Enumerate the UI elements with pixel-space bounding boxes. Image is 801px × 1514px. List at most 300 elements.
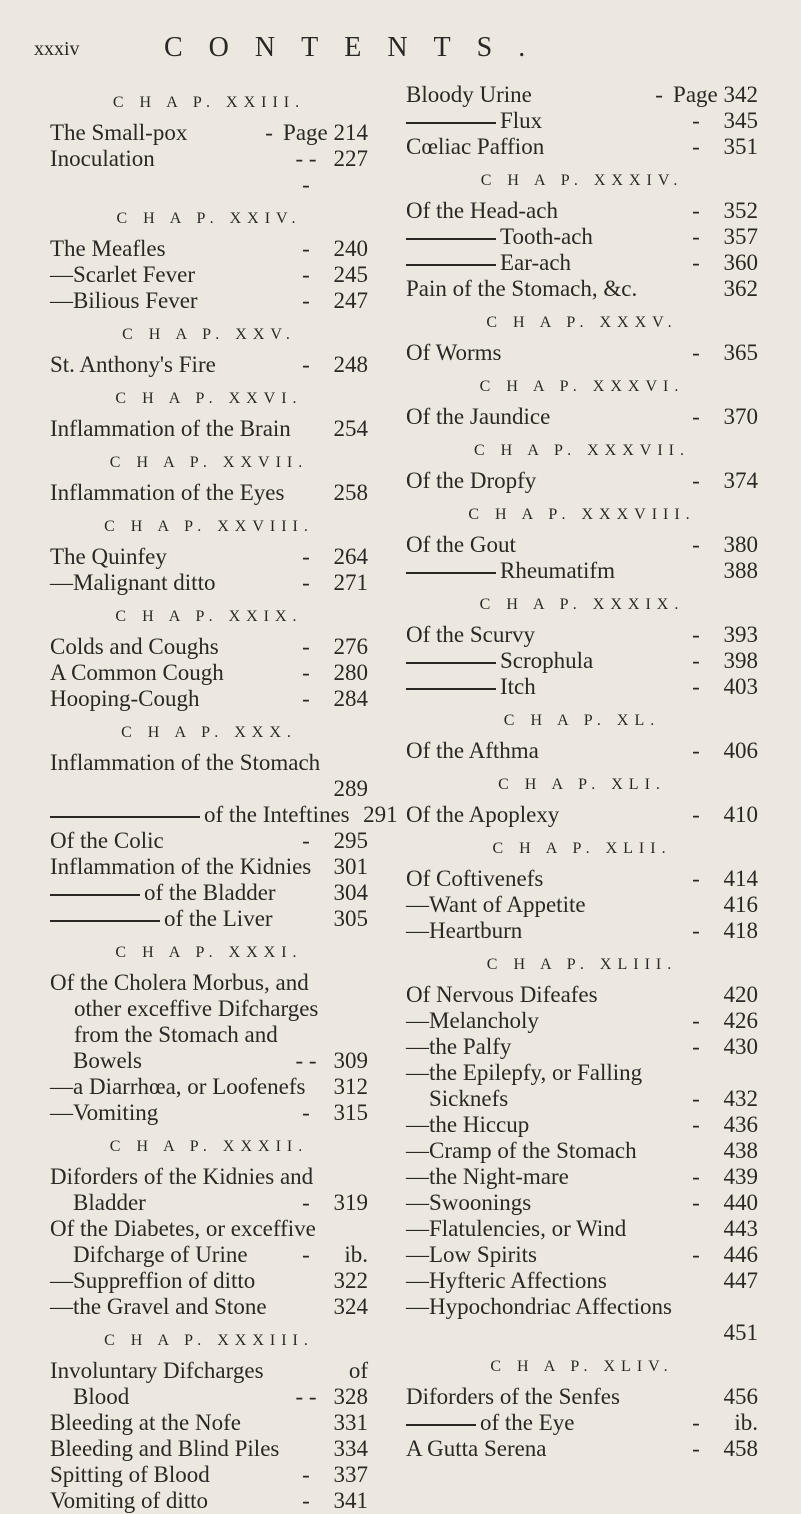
chapter-heading: C H A P. XXV. (122, 326, 296, 343)
entry-title (50, 1488, 292, 1514)
leader-dashes: - (692, 1086, 700, 1111)
contents-entry (50, 1048, 368, 1074)
entry-page-number: 426 (723, 1008, 758, 1033)
chapter-heading: C H A P. XXXIII. (104, 1332, 314, 1349)
entry-title-text: A Common Cough (50, 660, 224, 685)
entry-page-number: 305 (333, 906, 368, 931)
contents-entry (50, 544, 368, 570)
contents-entry (406, 134, 758, 160)
entry-title-text: Of the Scurvy (406, 622, 536, 647)
entry-page-number: 365 (723, 340, 758, 365)
entry-title-text: Vomiting of ditto (50, 1488, 209, 1513)
entry-title-text: —Cramp of the Stomach (406, 1138, 637, 1163)
chapter-heading: C H A P. XXIX. (115, 608, 303, 625)
contents-entry (406, 198, 758, 224)
entry-title-text: —Hyfteric Affections (406, 1268, 607, 1293)
entry-page-number: 284 (333, 686, 368, 711)
entry-title-text: of the Liver (164, 906, 273, 931)
entry-title (50, 1410, 292, 1436)
entry-page-number: 458 (723, 1436, 758, 1461)
entry-page-number: 301 (333, 854, 368, 879)
contents-entry (50, 1216, 368, 1242)
entry-page-number: 247 (333, 288, 368, 313)
contents-entry (406, 1008, 758, 1034)
contents-entry (50, 262, 368, 288)
leader-dashes: - (692, 468, 700, 493)
entry-title-text: Of Nervous Difeafes (406, 982, 598, 1007)
entry-title-text: —Flatulencies, or Wind (406, 1216, 627, 1241)
entry-title (406, 738, 682, 764)
entry-title (406, 198, 682, 224)
ditto-rule (50, 816, 200, 818)
entry-title (406, 648, 682, 674)
entry-title (406, 250, 682, 276)
entry-title (406, 224, 682, 250)
entry-page-number: 432 (723, 1086, 758, 1111)
entry-title-text: Rheumatifm (500, 558, 615, 583)
entry-title-text: Bladder (50, 1190, 146, 1215)
leader-dashes: - (692, 1034, 700, 1059)
contents-entry (50, 1358, 368, 1384)
contents-entry (406, 1410, 758, 1436)
entry-page-number: 374 (723, 468, 758, 493)
entry-title (50, 880, 292, 906)
entry-page-number: 393 (723, 622, 758, 647)
entry-page-number: 291 (363, 802, 398, 827)
leader-dashes: - (692, 918, 700, 943)
contents-entry (406, 1060, 758, 1086)
chapter-heading: C H A P. XLIII. (486, 956, 678, 973)
chapter-heading: C H A P. XXVIII. (104, 518, 314, 535)
chapter-heading: C H A P. XXVI. (115, 390, 303, 407)
ditto-rule (406, 1424, 476, 1426)
contents-entry (406, 276, 758, 302)
entry-title-text: Cœliac Paffion (406, 134, 545, 159)
contents-entry (50, 1410, 368, 1436)
entry-title (406, 802, 682, 828)
contents-entry (406, 918, 758, 944)
contents-entry (50, 828, 368, 854)
contents-entry (406, 1034, 758, 1060)
entry-title-text: Of the Cholera Morbus, and (50, 970, 309, 995)
entry-page-number: 362 (723, 276, 758, 301)
entry-title (406, 622, 682, 648)
entry-title (406, 1190, 682, 1216)
entry-title-text: Of the Diabetes, or exceffive (50, 1216, 316, 1241)
contents-entry (406, 802, 758, 828)
leader-dashes: - - - (295, 146, 317, 197)
entry-page-number: 410 (723, 802, 758, 827)
entry-page-number: 322 (333, 1268, 368, 1293)
leader-dashes: - (692, 108, 700, 133)
entry-title-text: Hooping-Cough (50, 686, 200, 711)
entry-page-number: 309 (333, 1048, 368, 1073)
entry-title-text: —Suppreffion of ditto (50, 1268, 256, 1293)
entry-page-number: 360 (723, 250, 758, 275)
leader-dashes: - (302, 828, 310, 853)
contents-entry (50, 660, 368, 686)
entry-page-number: 312 (333, 1074, 368, 1099)
entry-title (406, 532, 682, 558)
leader-dashes: - (302, 1462, 310, 1487)
contents-entry (50, 1268, 368, 1294)
contents-entry (406, 648, 758, 674)
entry-title (50, 352, 292, 378)
chapter-heading: C H A P. XLII. (492, 840, 672, 857)
entry-title (50, 1190, 292, 1216)
entry-title (50, 146, 292, 172)
chapter-heading: C H A P. XXIII. (112, 94, 306, 111)
leader-dashes: - (692, 532, 700, 557)
leader-dashes: - - (295, 1048, 317, 1073)
entry-page-number: 352 (723, 198, 758, 223)
leader-dashes: - (692, 674, 700, 699)
entry-title (50, 660, 292, 686)
entry-title-text: Of the Apoplexy (406, 802, 560, 827)
leader-dashes: - (692, 1112, 700, 1137)
entry-title-text: —the Gravel and Stone (50, 1294, 267, 1319)
contents-entry (50, 288, 368, 314)
leader-dashes: - (302, 288, 310, 313)
entry-page-number: 328 (333, 1384, 368, 1409)
page-number: xxxiv (34, 38, 80, 60)
entry-title-text: Of the Afthma (406, 738, 539, 763)
leader-dashes: - (692, 1436, 700, 1461)
contents-entry (406, 1138, 758, 1164)
entry-page-number: 351 (723, 134, 758, 159)
leader-dashes: - (692, 802, 700, 827)
contents-entry (50, 750, 368, 776)
entry-page-number: of (348, 1358, 368, 1383)
leader-dashes: - (692, 738, 700, 763)
chapter-heading: C H A P. XXX. (121, 724, 297, 741)
entry-title (406, 468, 682, 494)
contents-entry (406, 1086, 758, 1112)
entry-page-number: 440 (723, 1190, 758, 1215)
entry-title (406, 1384, 682, 1410)
entry-title-text: Flux (500, 108, 543, 133)
entry-page-number: 271 (333, 570, 368, 595)
contents-entry (50, 1488, 368, 1514)
contents-entry (406, 404, 758, 430)
page-header (34, 32, 761, 72)
leader-dashes: - (302, 570, 310, 595)
entry-title (50, 1436, 292, 1462)
entry-title (50, 1100, 292, 1126)
entry-title-text: A Gutta Serena (406, 1436, 547, 1461)
contents-entry (406, 674, 758, 700)
entry-title (406, 674, 682, 700)
entry-title (50, 1242, 292, 1268)
ditto-rule (406, 264, 496, 266)
contents-entry (406, 982, 758, 1008)
entry-page-number: 280 (333, 660, 368, 685)
ditto-rule (50, 920, 160, 922)
contents-entry (50, 802, 398, 828)
entry-title (50, 970, 309, 996)
contents-entry (50, 1436, 368, 1462)
chapter-heading: C H A P. XXXV. (486, 314, 678, 331)
entry-title-text: Inflammation of the Brain (50, 416, 291, 441)
entry-title-text: —Scarlet Fever (50, 262, 195, 287)
entry-title-text: Diforders of the Senfes (406, 1384, 620, 1409)
entry-title-text: Spitting of Blood (50, 1462, 210, 1487)
entry-page-number: ib. (344, 1242, 368, 1267)
leader-dashes: - (692, 1410, 700, 1435)
entry-title-text: Itch (500, 674, 536, 699)
entry-title (50, 854, 311, 880)
entry-title-text: Bowels (50, 1048, 142, 1073)
entry-title (50, 750, 320, 776)
entry-title (406, 1268, 682, 1294)
contents-entry (406, 1242, 758, 1268)
entry-page-number: 334 (333, 1436, 368, 1461)
entry-title-text: Bloody Urine (406, 82, 532, 107)
ditto-rule (50, 894, 140, 896)
entry-page-number: 447 (723, 1268, 758, 1293)
entry-title (406, 1436, 682, 1462)
entry-title (406, 276, 682, 302)
entry-page-number: 341 (333, 1488, 368, 1513)
entry-title-text: Tooth-ach (500, 224, 593, 249)
entry-title-text: Blood (50, 1384, 130, 1409)
ditto-rule (406, 662, 496, 664)
entry-title-text: The Quinfey (50, 544, 167, 569)
entry-page-number: 357 (723, 224, 758, 249)
leader-dashes: - (655, 82, 663, 107)
entry-title (50, 262, 292, 288)
entry-page-number: 227 (333, 146, 368, 171)
entry-title (50, 288, 292, 314)
contents-entry (50, 634, 368, 660)
entry-title (50, 634, 292, 660)
entry-title (50, 120, 255, 146)
leader-dashes: - (302, 686, 310, 711)
entry-title-text: Scrophula (500, 648, 594, 673)
contents-entry (406, 1190, 758, 1216)
entry-page-number: 295 (333, 828, 368, 853)
contents-entry (50, 1294, 368, 1320)
entry-title-text: —Want of Appetite (406, 892, 586, 917)
entry-page-number: Page 214 (283, 120, 368, 145)
contents-entry (50, 686, 368, 712)
contents-entry (406, 340, 758, 366)
entry-title-text: St. Anthony's Fire (50, 352, 216, 377)
entry-title-text: Diforders of the Kidnies and (50, 1164, 314, 1189)
leader-dashes: - (692, 404, 700, 429)
leader-dashes: - (692, 224, 700, 249)
contents-entry (50, 1100, 368, 1126)
entry-title (50, 1048, 292, 1074)
contents-entry (406, 1216, 758, 1242)
leader-dashes: - (692, 1242, 700, 1267)
leader-dashes: - (692, 622, 700, 647)
entry-page-number: Page 342 (673, 82, 758, 107)
contents-entry (406, 250, 758, 276)
entry-page-number: 403 (723, 674, 758, 699)
leader-dashes: - (692, 134, 700, 159)
entry-title (406, 892, 682, 918)
leader-dashes: - (265, 120, 273, 145)
entry-page-number: 319 (333, 1190, 368, 1215)
entry-title (406, 1138, 682, 1164)
entry-title-text: —the Hiccup (406, 1112, 530, 1137)
entry-page-number: 324 (333, 1294, 368, 1319)
chapter-heading: C H A P. XL. (503, 712, 661, 729)
chapter-heading: C H A P. XLI. (498, 776, 666, 793)
entry-page-number: 418 (723, 918, 758, 943)
entry-title (406, 1008, 682, 1034)
entry-title-text: —a Diarrhœa, or Loofenefs (50, 1074, 306, 1099)
entry-title-text: Bleeding and Blind Piles (50, 1436, 280, 1461)
contents-entry (50, 416, 368, 442)
ditto-rule (406, 238, 496, 240)
entry-title (50, 236, 292, 262)
leader-dashes: - (692, 250, 700, 275)
leader-dashes: - (302, 1488, 310, 1513)
entry-title (50, 1358, 292, 1384)
entry-continuation: from the Stomach and (74, 1022, 278, 1047)
entry-title-text: Inflammation of the Stomach (50, 750, 321, 775)
entry-title (406, 982, 682, 1008)
entry-title (50, 1268, 292, 1294)
entry-title-text: The Meafles (50, 236, 166, 261)
entry-title-text: Of Worms (406, 340, 502, 365)
contents-entry (50, 1384, 368, 1410)
entry-title (406, 404, 682, 430)
entry-title-text: Of the Dropfy (406, 468, 537, 493)
contents-entry (406, 1294, 758, 1320)
contents-entry (50, 906, 368, 932)
entry-page-number: 258 (333, 480, 368, 505)
entry-title-text: —Low Spirits (406, 1242, 537, 1267)
entry-page-number: 370 (723, 404, 758, 429)
leader-dashes: - (692, 1008, 700, 1033)
entry-title-text: of the Bladder (144, 880, 276, 905)
entry-page-number: 315 (333, 1100, 368, 1125)
entry-title (50, 570, 292, 596)
chapter-heading: C H A P. XXIV. (116, 210, 302, 227)
ditto-rule (406, 688, 496, 690)
entry-title-text: —Hypochondriac Affections (406, 1294, 672, 1319)
contents-entry (406, 1268, 758, 1294)
contents-entry (406, 468, 758, 494)
entry-title (406, 918, 682, 944)
entry-title (50, 544, 292, 570)
entry-title (406, 82, 645, 108)
entry-title (50, 1074, 305, 1100)
contents-entry (406, 866, 758, 892)
entry-title-text: Involuntary Difcharges (50, 1358, 264, 1383)
leader-dashes: - (692, 340, 700, 365)
contents-entry (406, 1112, 758, 1138)
entry-title-text: Of the Gout (406, 532, 516, 557)
entry-title (50, 1216, 316, 1242)
entry-page-number: 345 (723, 108, 758, 133)
entry-title (50, 906, 292, 932)
entry-page-number: 331 (333, 1410, 368, 1435)
entry-title-text: —the Night-mare (406, 1164, 569, 1189)
contents-entry (50, 1462, 368, 1488)
contents-entry (50, 120, 368, 146)
entry-title (50, 416, 292, 442)
contents-entry (50, 1164, 368, 1190)
contents-entry (406, 224, 758, 250)
entry-title (406, 1216, 682, 1242)
entry-title (50, 1462, 292, 1488)
entry-page-number: 443 (723, 1216, 758, 1241)
entry-title (50, 1164, 313, 1190)
entry-title-text: Of Coftivenefs (406, 866, 544, 891)
entry-page-number: 456 (723, 1384, 758, 1409)
contents-entry (406, 892, 758, 918)
entry-title-text: —the Epilepfy, or Falling (406, 1060, 643, 1085)
entry-page-number: 439 (723, 1164, 758, 1189)
entry-page-number: 406 (723, 738, 758, 763)
leader-dashes: - (302, 544, 310, 569)
leader-dashes: - (692, 648, 700, 673)
ditto-rule (406, 572, 496, 574)
chapter-heading: C H A P. XXXIX. (479, 596, 685, 613)
leader-dashes: - (302, 352, 310, 377)
entry-title-text: of the Eye (480, 1410, 575, 1435)
leader-dashes: - (302, 1100, 310, 1125)
entry-title-text: Inflammation of the Kidnies (50, 854, 312, 879)
contents-entry (406, 1384, 758, 1410)
entry-title (406, 1086, 682, 1112)
leader-dashes: - (692, 1164, 700, 1189)
entry-page-number: 436 (723, 1112, 758, 1137)
entry-title (50, 828, 292, 854)
leader-dashes: - (692, 198, 700, 223)
contents-entry (50, 1242, 368, 1268)
entry-page-number: 248 (333, 352, 368, 377)
entry-title-text: —Heartburn (406, 918, 523, 943)
leader-dashes: - (302, 1190, 310, 1215)
entry-page-number: 254 (333, 416, 368, 441)
contents-entry (406, 108, 758, 134)
entry-page-number: 304 (333, 880, 368, 905)
chapter-heading: C H A P. XXXVIII. (468, 506, 696, 523)
chapter-heading: C H A P. XXVII. (109, 454, 309, 471)
contents-entry (50, 880, 368, 906)
entry-title-text: —the Palfy (406, 1034, 512, 1059)
entry-title-text: Pain of the Stomach, &c. (406, 276, 638, 301)
contents-entry (406, 82, 758, 108)
chapter-heading: C H A P. XXXVII. (473, 442, 690, 459)
entry-page-number: 446 (723, 1242, 758, 1267)
leader-dashes: - (302, 236, 310, 261)
contents-entry (50, 352, 368, 378)
entry-title-text: —Bilious Fever (50, 288, 198, 313)
entry-title (406, 1112, 682, 1138)
contents-column-right (406, 82, 758, 1462)
entry-page-number: 430 (723, 1034, 758, 1059)
contents-column-left (50, 82, 398, 1514)
entry-title-text: Of the Jaundice (406, 404, 551, 429)
leader-dashes: - (302, 1242, 310, 1267)
entry-title (406, 1164, 682, 1190)
entry-title (406, 108, 682, 134)
entry-title-text: Sicknefs (406, 1086, 509, 1111)
entry-page-number: ib. (734, 1410, 758, 1435)
entry-title (406, 1410, 682, 1436)
entry-title-text: —Vomiting (50, 1100, 159, 1125)
entry-page-number: 420 (723, 982, 758, 1007)
entry-title (50, 802, 350, 828)
entry-title-text: Bleeding at the Nofe (50, 1410, 241, 1435)
leader-dashes: - (302, 262, 310, 287)
